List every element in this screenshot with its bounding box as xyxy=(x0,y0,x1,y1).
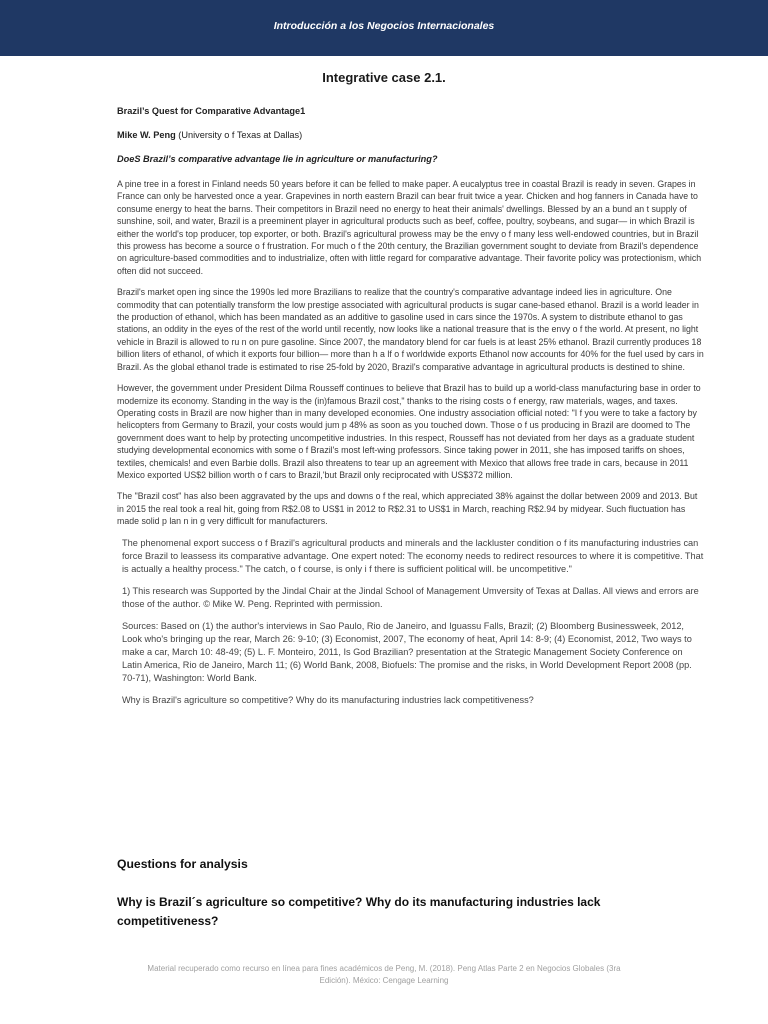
case-question-repeat: Why is Brazil's agriculture so competitive? Why do its manufacturing industries lack competitiveness? xyxy=(122,694,534,705)
document-body xyxy=(117,106,705,716)
paragraph: A pine tree in a forest in Finland needs 50 years before it can be felled to make paper. A eucalyptus tree in coastal Brazil is ready in seven. Grapes in France can only be harvested once a year. Grapevines in north eastern Brazil can bear fruit twice a year. Chicken and hog fanners in Canada have to consume energy to heat the barns. Their competitors in Brazil need no energy to heat their animals' dwellings. Blessed by an a bund an t supply of sunshine, soil, and water, Brazil is a preeminent player in agricultural products such as beef, coffee, poultry, soybeans, and sugar— in which Brazil is either the world's top producer, top exporter, or both. Brazil's agricultural prowess may be the envy o f many less well-endowed countries, but in Brazil this prowess has become a source o f frustration. For much o f the 20th century, the Brazilian government sought to deviate from Brazil's dependence on agriculture-based commodities and to industrialize, often with little regard for comparative advantage. Their favorite policy was protectionism, which often did not succeed. xyxy=(117,179,702,276)
footnote: 1) This research was Supported by the Jindal Chair at the Jindal School of Management Umversity of Texas at Dallas. All views and errors are those of the author. © Mike W. Peng. Reprinted with permission. xyxy=(122,585,699,609)
paragraph-indented: The phenomenal export success o f Brazil's agricultural products and minerals and the lackluster condition o f its manufacturing industries can force Brazil to leassess its comparative advantage. One expert noted: The economy needs to redirect resources to where it is competitive. That is actually a healthy process." The catch, o f course, is only i f there is sufficient political will. be uncompetitive." xyxy=(122,537,704,574)
footer-line: Edición). México: Cengage Learning xyxy=(319,976,449,985)
case-question: DoeS Brazil’s comparative advantage lie in agriculture or manufacturing? xyxy=(117,154,438,164)
author-line xyxy=(117,130,705,140)
paragraph: However, the government under President Dilma Rousseff continues to believe that Brazil has to build up a world-class manufacturing base in order to modernize its economy. Standing in the way is the (in)famous Brazil cost," thanks to the rising costs o f energy, raw materials, wages, and taxes. Operating costs in Brazil are now higher than in many developed economies. One industry association official noted: "I f you were to take a factory by helicopters from Germany to Brazil, your costs would jum p 48% as soon as you touched down. Those o f us producing in Brazil are doomed to The government does want to help by protecting uncompetitive industries. In this respect, Rousseff has not deviated from her days as a graduate student studying developmental economics with some o f Brazil's most left-wing professors. Since taking power in 2011, she has imposed tariffs on shoes, textiles, chemicals! and even Barbie dolls. Brazil also threatens to tear up an agreement with Mexico that allows free trade in cars, because in 2011 Mexico exported US$2 billion worth o f cars to Brazil,'but Brazil only reciprocated with US$372 million. xyxy=(117,383,701,480)
footer-citation xyxy=(100,963,668,987)
author-name: Mike W. Peng xyxy=(117,130,176,140)
questions-heading: Questions for analysis xyxy=(117,857,248,871)
questions-text: Why is Brazil´s agriculture so competitive? Why do its manufacturing industries lack competitiveness? xyxy=(117,895,601,928)
sources: Sources: Based on (1) the author's interviews in Sao Paulo, Rio de Janeiro, and Iguassu Falls, Brazil; (2) Bloomberg Businessweek, 2012, Look who's bringing up the rear, March 26: 9-10; (3) Economist, 2007, The economy of heat, April 14: 8-9; (4) Economist, 2012, Two ways to make a car, March 10: 48-49; (5) L. F. Monteiro, 2011, Is God Brazilian? presentation at the Strategic Management Society Conference on Latin America, Rio de Janeiro, March 11; (6) World Bank, 2008, Biofuels: The promise and the risks, in World Development Report 2008 (pp. 70-71), Washington: World Bank. xyxy=(122,620,692,683)
case-title: Integrative case 2.1. xyxy=(322,70,446,85)
paragraph: The "Brazil cost" has also been aggravated by the ups and downs o f the real, which appreciated 38% against the dollar between 2009 and 2013. But in 2015 the real took a real hit, going from R$2.08 to US$1 in 2012 to R$2.31 to US$1 in March, reaching R$2.94 by midyear. Such fluctuation has made solid p lan n in g very difficult for manufacturers. xyxy=(117,491,698,527)
case-subtitle: Brazil’s Quest for Comparative Advantage1 xyxy=(117,106,306,116)
paragraph: Brazil's market open ing since the 1990s led more Brazilians to realize that the country's comparative advantage indeed lies in agriculture. One commodity that can potentially transform the low prestige associated with agricultural products is sugar cane-based ethanol. Brazil is a world leader in the production of ethanol, which has been mandated as an additive to gasoline used in cars since the 1970s. A system to distribute ethanol to gas stations, an oddity in the eyes of the rest of the world until recently, now looks like a national treasure that is the envy o f the world. At present, no light vehicle in Brazil is allowed to ru n on pure gasoline. Since 2007, the mandatory blend for car fuels is at least 25% ethanol. Brazil currently produces 18 billion liters of ethanol, of which it exports four billion— more than h a lf o f worldwide exports Ethanol now accounts for 40% for the fuel used by cars in Brazil. As the global ethanol trade is estimated to rise 25-fold by 2020, Brazil's comparative advantage in agricultural products is destined to shine. xyxy=(117,287,704,372)
author-affiliation: (University o f Texas at Dallas) xyxy=(175,130,303,140)
footer-line: Material recuperado como recurso en línea para fines académicos de Peng, M. (2018). Peng Atlas Parte 2 en Negocios Globales (3ra xyxy=(147,964,621,973)
header-title: Introducción a los Negocios Internacionales xyxy=(273,20,495,32)
